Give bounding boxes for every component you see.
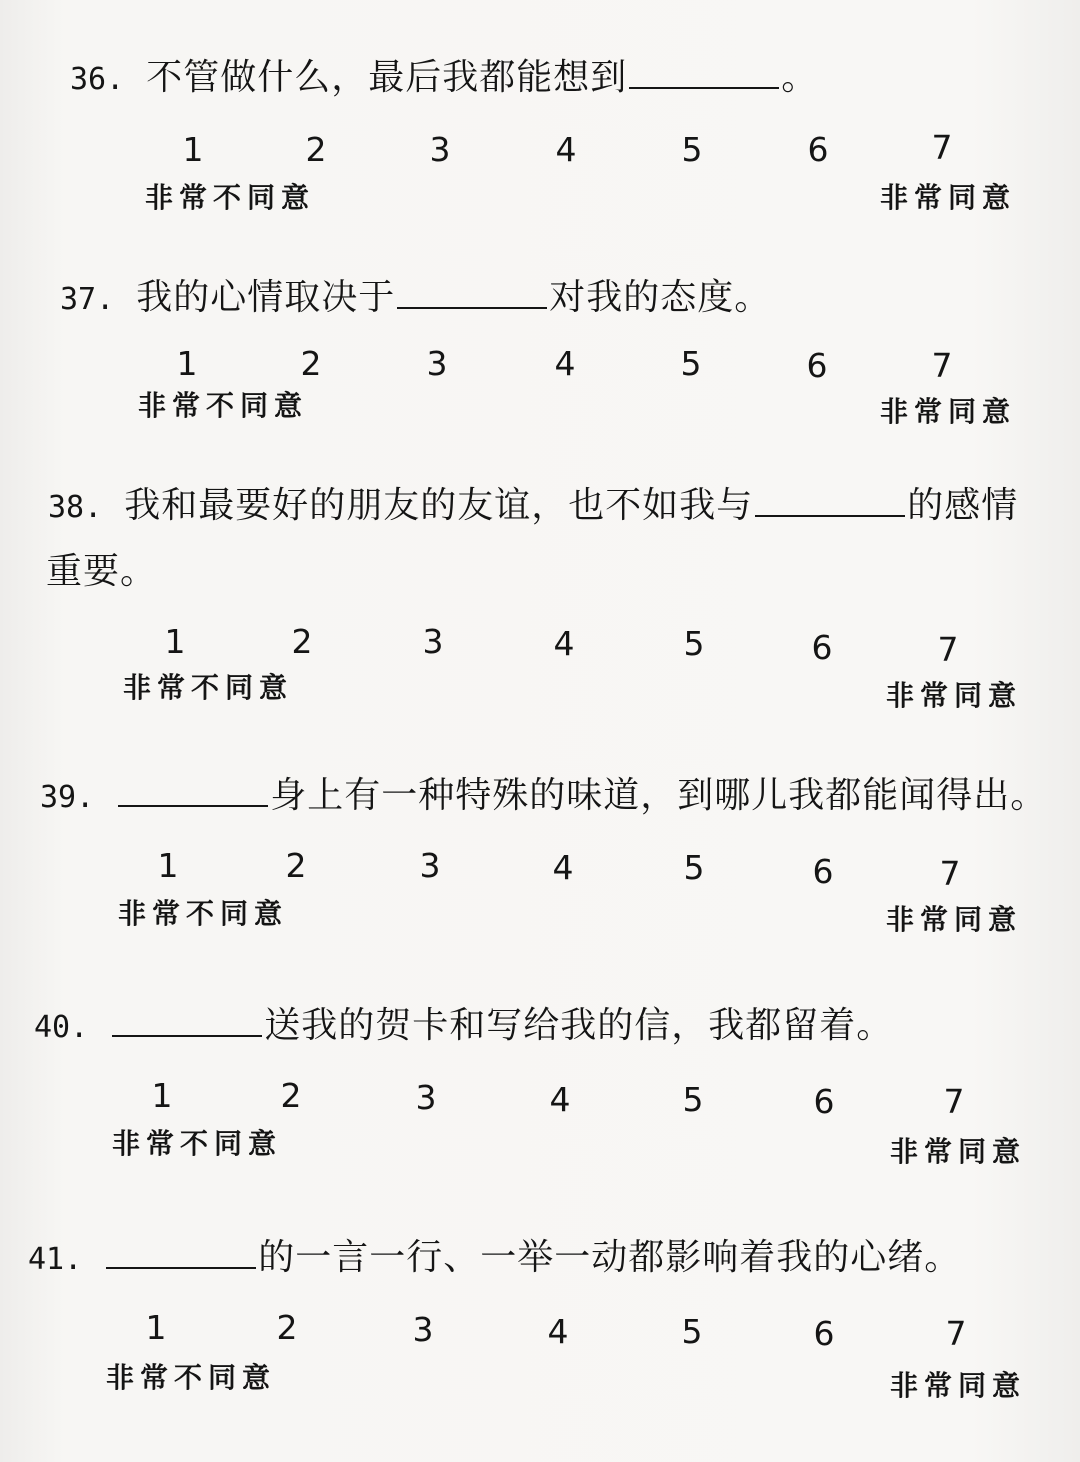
scale-point-5[interactable]: 5: [681, 1312, 703, 1351]
scale-point-3[interactable]: 3: [429, 130, 451, 169]
scale-low-label: 非常不同意: [145, 181, 316, 214]
scale-point-3[interactable]: 3: [426, 344, 448, 383]
question-text-continuation: 重要。: [46, 551, 158, 592]
question-number: 36.: [70, 62, 125, 97]
scale-point-1[interactable]: 1: [176, 344, 198, 383]
scale-point-7[interactable]: 7: [939, 854, 961, 893]
question-number: 38.: [48, 490, 103, 525]
scale-high-label: 非常同意: [886, 903, 1023, 936]
scale-point-4[interactable]: 4: [553, 624, 575, 663]
scale-point-7[interactable]: 7: [945, 1314, 967, 1353]
scale-point-4[interactable]: 4: [552, 848, 574, 887]
scale-point-1[interactable]: 1: [157, 846, 179, 885]
scale-point-3[interactable]: 3: [422, 622, 444, 661]
scale-point-5[interactable]: 5: [682, 1080, 704, 1119]
answer-blank: [118, 777, 268, 807]
question-text: [40, 776, 1047, 818]
scale-low-label: 非常不同意: [106, 1361, 277, 1394]
scale-point-6[interactable]: 6: [812, 852, 834, 891]
question-number: 37.: [60, 282, 115, 317]
question-text: [28, 1238, 961, 1280]
question-text-after: 。: [781, 57, 819, 98]
scale-point-6[interactable]: 6: [807, 130, 829, 169]
question-number: 39.: [40, 780, 95, 815]
question-text-before: 我和最要好的朋友的友谊，也不如我与: [124, 485, 754, 526]
scale-point-4[interactable]: 4: [547, 1312, 569, 1351]
question-text-after: 的感情: [907, 485, 1019, 526]
scale-low-label: 非常不同意: [112, 1127, 283, 1160]
scale-point-5[interactable]: 5: [681, 130, 703, 169]
scale-point-1[interactable]: 1: [182, 130, 204, 169]
scale-high-label: 非常同意: [880, 181, 1017, 214]
scale-point-5[interactable]: 5: [683, 848, 705, 887]
scale-point-1[interactable]: 1: [164, 622, 186, 661]
scale-point-5[interactable]: 5: [683, 624, 705, 663]
scale-point-5[interactable]: 5: [680, 344, 702, 383]
question-text-after: 送我的贺卡和写给我的信，我都留着。: [264, 1005, 894, 1046]
answer-blank: [755, 487, 905, 517]
scale-point-6[interactable]: 6: [811, 628, 833, 667]
scale-point-4[interactable]: 4: [554, 344, 576, 383]
scale-point-1[interactable]: 1: [145, 1308, 167, 1347]
question-text-after: 的一言一行、一举一动都影响着我的心绪。: [258, 1237, 962, 1278]
scale-point-3[interactable]: 3: [419, 846, 441, 885]
scale-point-2[interactable]: 2: [300, 344, 322, 383]
scale-point-7[interactable]: 7: [943, 1082, 965, 1121]
answer-blank: [397, 279, 547, 309]
question-text: [60, 278, 771, 320]
answer-blank: [112, 1007, 262, 1037]
question-text-after: 身上有一种特殊的味道，到哪儿我都能闻得出。: [270, 775, 1048, 816]
question-text: [48, 486, 1018, 528]
scale-point-2[interactable]: 2: [291, 622, 313, 661]
answer-blank: [106, 1239, 256, 1269]
scale-point-7[interactable]: 7: [931, 128, 953, 167]
scale-low-label: 非常不同意: [138, 389, 309, 422]
question-text-before: 我的心情取决于: [136, 277, 396, 318]
scale-point-4[interactable]: 4: [555, 130, 577, 169]
question-text-before: 不管做什么，最后我都能想到: [146, 57, 628, 98]
scale-point-6[interactable]: 6: [813, 1082, 835, 1121]
question-number: 41.: [28, 1242, 83, 1277]
scale-point-2[interactable]: 2: [285, 846, 307, 885]
scale-point-1[interactable]: 1: [151, 1076, 173, 1115]
question-number: 40.: [34, 1010, 89, 1045]
scale-point-2[interactable]: 2: [280, 1076, 302, 1115]
question-text: [34, 1006, 893, 1048]
scale-point-4[interactable]: 4: [549, 1080, 571, 1119]
scale-point-6[interactable]: 6: [813, 1314, 835, 1353]
scale-point-6[interactable]: 6: [806, 346, 828, 385]
scale-low-label: 非常不同意: [118, 897, 289, 930]
scale-point-2[interactable]: 2: [276, 1308, 298, 1347]
scale-point-3[interactable]: 3: [415, 1078, 437, 1117]
scale-high-label: 非常同意: [880, 395, 1017, 428]
scale-high-label: 非常同意: [890, 1369, 1027, 1402]
scale-point-7[interactable]: 7: [931, 346, 953, 385]
scale-point-3[interactable]: 3: [412, 1310, 434, 1349]
scale-low-label: 非常不同意: [123, 671, 294, 704]
question-text-after: 对我的态度。: [549, 277, 772, 318]
scale-point-2[interactable]: 2: [305, 130, 327, 169]
scale-high-label: 非常同意: [890, 1135, 1027, 1168]
scale-point-7[interactable]: 7: [937, 630, 959, 669]
scale-high-label: 非常同意: [886, 679, 1023, 712]
